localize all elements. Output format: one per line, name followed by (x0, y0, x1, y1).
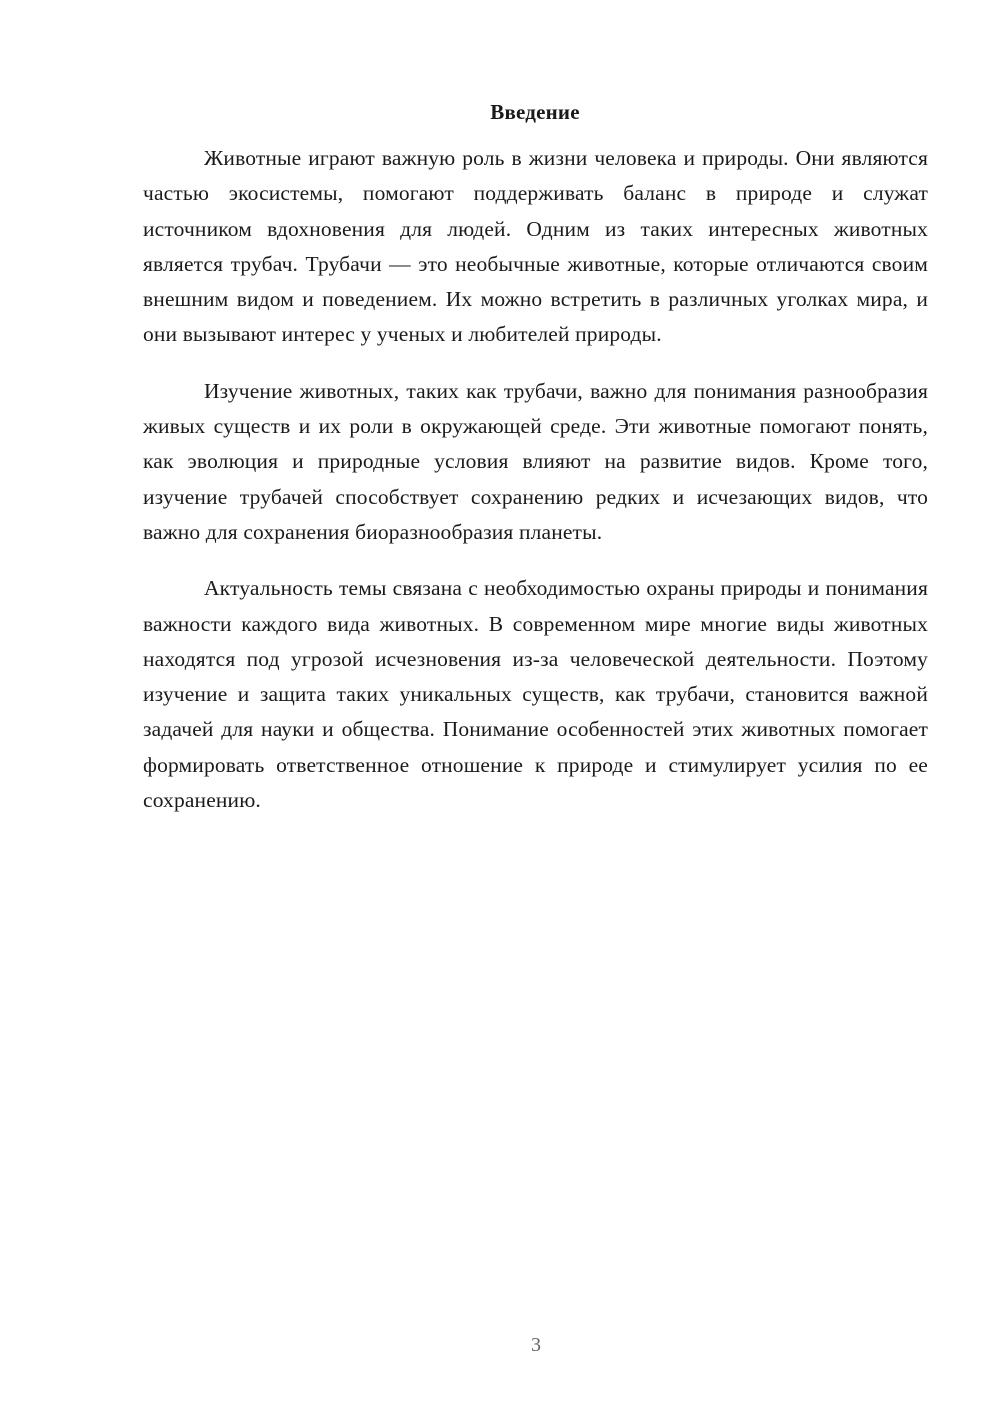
paragraph-relevance: Актуальность темы связана с необходимостью охраны природы и понимания важности каждого вида животных. В современном мире многие виды животных находятся под угрозой исчезновения из-за человеческой деятельности. Поэтому изучение и защита таких уникальных существ, как трубачи, становится важной задачей для науки и общества. Понимание особенностей этих животных помогает формировать ответственное отношение к природе и стимулирует усилия по ее сохранению. (143, 576, 928, 813)
paragraph-introduction: Животные играют важную роль в жизни человека и природы. Они являются частью экосистемы, помогают поддерживать баланс в природе и служат источником вдохновения для людей. Одним из таких интересных животных является трубач. Трубачи — это необычные животные, которые отличаются своим внешним видом и поведением. Их можно встретить в различных уголках мира, и они вызывают интерес у ученых и любителей природы. (143, 146, 928, 347)
page-number: 3 (531, 1334, 541, 1356)
paragraph-study-importance: Изучение животных, таких как трубачи, важно для понимания разнообразия живых существ и их роли в окружающей среде. Эти животные помогают понять, как эволюция и природные условия влияют на развитие видов. Кроме того, изучение трубачей способствует сохранению редких и исчезающих видов, что важно для сохранения биоразнообразия планеты. (143, 378, 928, 544)
body-text (143, 141, 928, 839)
section-title: Введение (490, 100, 580, 124)
